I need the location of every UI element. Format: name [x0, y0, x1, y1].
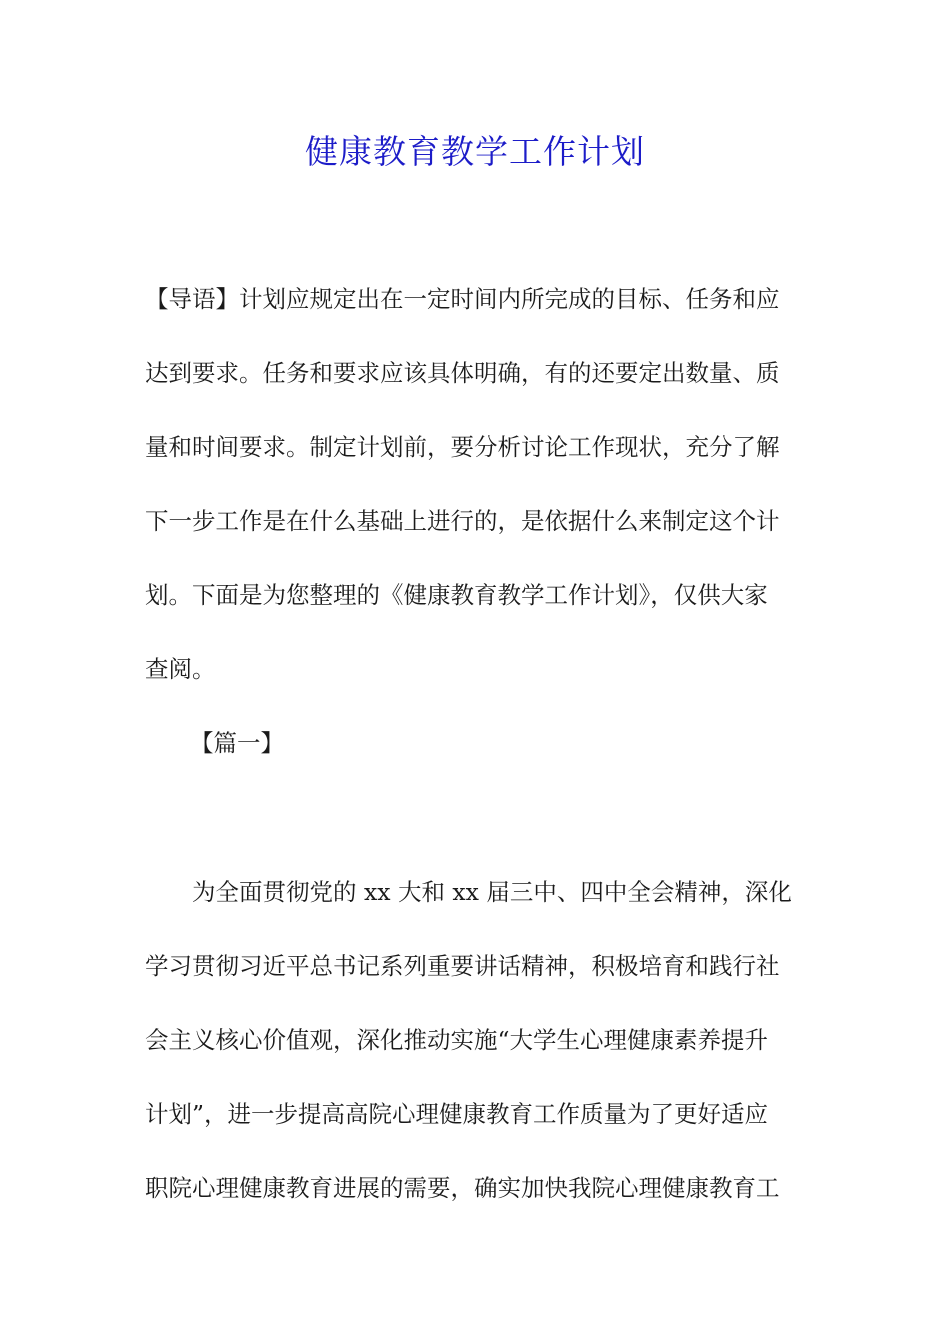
paragraph-line: 会主义核心价值观，深化推动实施“大学生心理健康素养提升 [145, 1026, 769, 1054]
paragraph-line: 职院心理健康教育进展的需要，确实加快我院心理健康教育工 [145, 1174, 780, 1202]
intro-paragraph [145, 262, 805, 706]
paragraph-line: 计划”，进一步提高高院心理健康教育工作质量为了更好适应 [145, 1100, 769, 1128]
intro-line: 量和时间要求。制定计划前，要分析讨论工作现状，充分了解 [145, 433, 780, 461]
intro-line: 【导语】计划应规定出在一定时间内所完成的目标、任务和应 [145, 285, 780, 313]
intro-line: 划。下面是为您整理的《健康教育教学工作计划》，仅供大家 [145, 581, 768, 609]
paragraph-line: 为全面贯彻党的 xx 大和 xx 届三中、四中全会精神，深化 [192, 878, 792, 906]
intro-line: 下一步工作是在什么基础上进行的，是依据什么来制定这个计 [145, 507, 780, 535]
section-heading: 【篇一】 [190, 729, 284, 757]
intro-line: 达到要求。任务和要求应该具体明确，有的还要定出数量、质 [145, 359, 780, 387]
intro-line: 查阅。 [145, 655, 216, 683]
body-paragraph [145, 855, 805, 1225]
paragraph-line: 学习贯彻习近平总书记系列重要讲话精神，积极培育和践行社 [145, 952, 780, 980]
document-title: 健康教育教学工作计划 [305, 132, 645, 171]
